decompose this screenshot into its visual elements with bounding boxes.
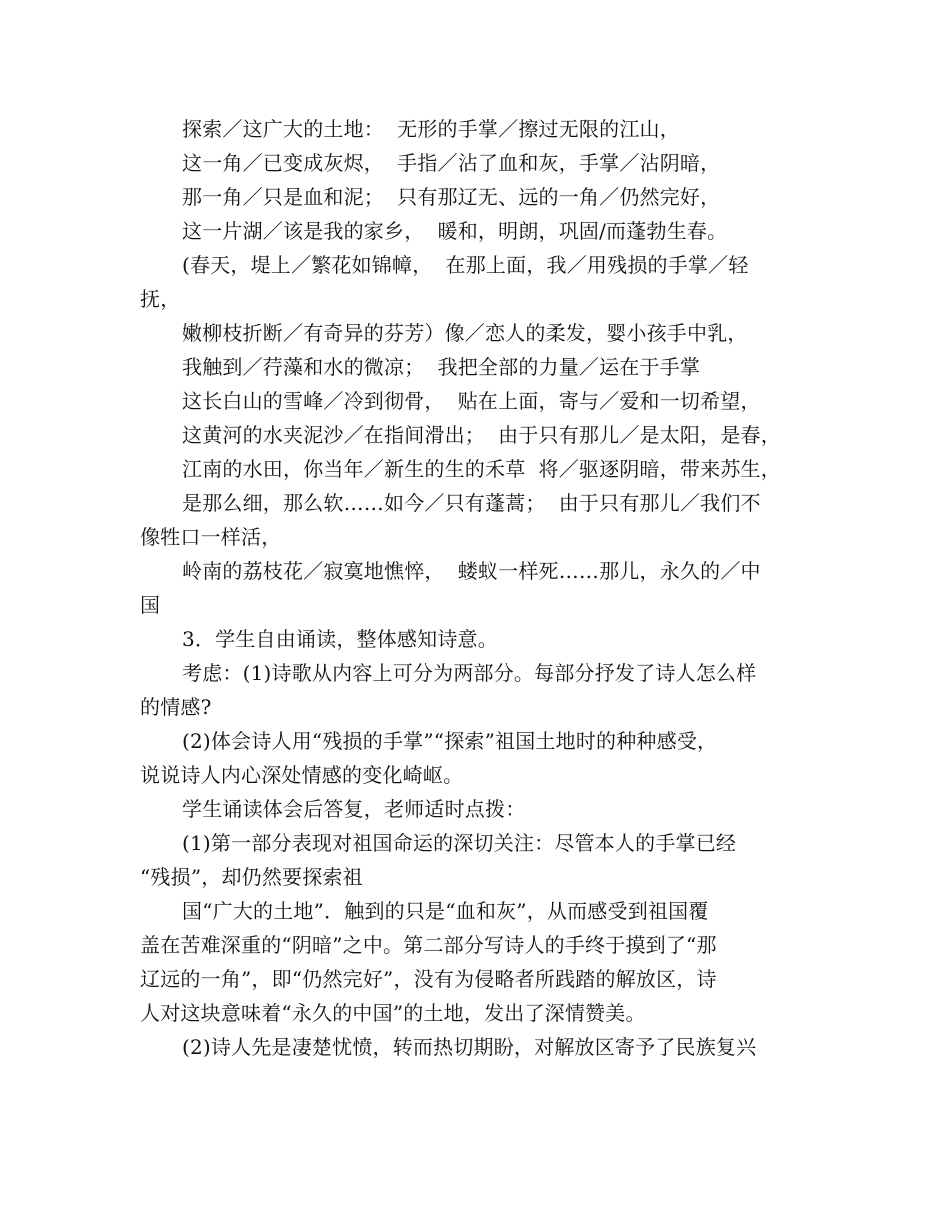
poem-line: 探索／这广大的土地： 无形的手掌／擦过无限的江山， — [182, 117, 680, 141]
poem-line: 那一角／只是血和泥； 只有那辽无、远的一角／仍然完好， — [182, 185, 721, 209]
paragraph-line: 辽远的一角”，即“仍然完好”，没有为侵略者所践踏的解放区，诗 — [140, 967, 717, 991]
paragraph-line: 人对这块意味着“永久的中国”的土地，发出了深情赞美。 — [140, 1001, 646, 1025]
poem-line: 我触到／荇藻和水的微凉； 我把全部的力量／运在于手掌 — [182, 355, 701, 379]
paragraph-line: 说说诗人内心深处情感的变化崎岖。 — [140, 763, 464, 787]
paragraph-line: 的情感? — [140, 695, 212, 719]
poem-line: 这一角／已变成灰烬， 手指／沾了血和灰，手掌／沾阴暗， — [182, 151, 721, 175]
document-page — [140, 112, 816, 1064]
poem-line: (春天，堤上／繁花如锦幛， 在那上面，我／用残损的手掌／轻 — [182, 253, 749, 277]
paragraph-line: (1)第一部分表现对祖国命运的深切关注：尽管本人的手掌已经 — [182, 831, 737, 855]
poem-line: 国 — [140, 593, 161, 617]
poem-line: 抚， — [140, 287, 181, 311]
paragraph-line: “残损”，却仍然要探索祖 — [140, 865, 363, 889]
poem-line: 这一片湖／该是我的家乡， 暖和，明朗，巩固/而蓬勃生春。 — [182, 219, 728, 243]
poem-line: 这黄河的水夹泥沙／在指间滑出； 由于只有那儿／是太阳，是春， — [182, 423, 781, 447]
paragraph-line: 国“广大的土地”．触到的只是“血和灰”，从而感受到祖国覆 — [182, 899, 709, 923]
poem-line: 岭南的荔枝花／寂寞地憔悴， 蝼蚁一样死……那儿，永久的／中 — [182, 559, 761, 583]
poem-line: 是那么细，那么软……如今／只有蓬蒿； 由于只有那儿／我们不 — [182, 491, 761, 515]
poem-line: 嫩柳枝折断／有奇异的芬芳）像／恋人的柔发，婴小孩手中乳， — [182, 321, 748, 345]
poem-line: 这长白山的雪峰／冷到彻骨， 贴在上面，寄与／爱和一切希望， — [182, 389, 761, 413]
paragraph-line: 盖在苦难深重的“阴暗”之中。第二部分写诗人的手终于摸到了“那 — [140, 933, 717, 957]
paragraph-line: (2)体会诗人用“残损的手掌”“探索”祖国土地时的种种感受， — [182, 729, 718, 753]
paragraph-line: 学生诵读体会后答复，老师适时点拨： — [182, 797, 526, 821]
paragraph-line: 3．学生自由诵读，整体感知诗意。 — [182, 627, 498, 651]
paragraph-line: 考虑：(1)诗歌从内容上可分为两部分。每部分抒发了诗人怎么样 — [182, 661, 757, 685]
paragraph-line: (2)诗人先是凄楚忧愤，转而热切期盼，对解放区寄予了民族复兴 — [182, 1035, 757, 1059]
poem-line: 江南的水田，你当年／新生的生的禾草 将／驱逐阴暗，带来苏生， — [182, 457, 781, 481]
poem-line: 像牲口一样活， — [140, 525, 282, 549]
